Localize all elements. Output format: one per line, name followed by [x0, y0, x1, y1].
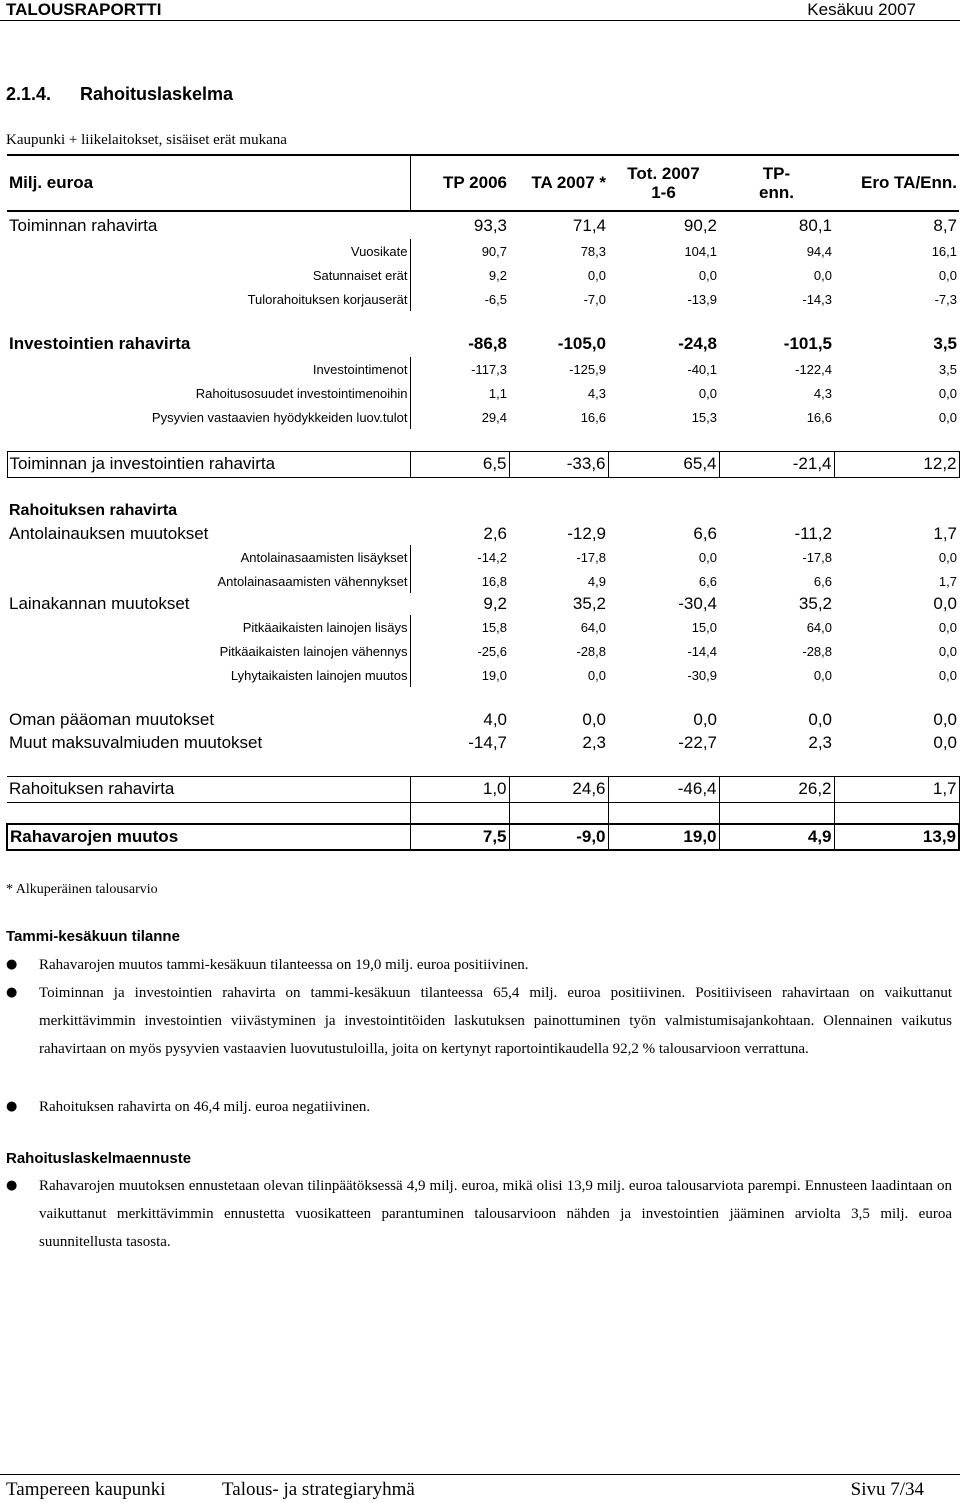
cell-value: 16,1	[931, 243, 957, 259]
spacer-cell	[7, 687, 959, 708]
cell-value: -14,3	[802, 291, 832, 307]
cell-value: -25,6	[477, 643, 507, 659]
cell-value: 0,0	[693, 709, 717, 729]
cell-value: 13,9	[834, 824, 959, 850]
table-row	[7, 239, 959, 263]
cell-value: 12,2	[834, 451, 959, 477]
cell-value: 0,0	[698, 549, 717, 565]
cell-value: 15,8	[481, 619, 507, 635]
header-ta2007: TA 2007 *	[509, 155, 608, 211]
spacer-cell	[7, 429, 959, 451]
cell-value: 15,0	[691, 619, 717, 635]
cell-value: 0,0	[938, 385, 957, 401]
cell-value: -21,4	[719, 451, 834, 477]
row-label: Vuosikate	[7, 239, 410, 263]
cell-value: 0,0	[813, 667, 832, 683]
table-row	[7, 499, 959, 522]
table-row	[7, 405, 959, 429]
cell-value: 0,0	[698, 267, 717, 283]
cell-value: -6,5	[484, 291, 507, 307]
cell-value: 0,0	[938, 667, 957, 683]
spacer-cell	[608, 802, 719, 824]
row-label: Rahoituksen rahavirta	[7, 776, 410, 802]
row-label: Investointien rahavirta	[9, 334, 191, 353]
spacer-cell	[509, 802, 608, 824]
cell-value: -117,3	[471, 361, 507, 377]
cell-value: 6,5	[410, 451, 509, 477]
cell-value: 0,0	[808, 709, 832, 729]
cell-value: 16,6	[580, 409, 606, 425]
list-item	[6, 1093, 952, 1121]
cell-value: 19,0	[608, 824, 719, 850]
spacer-row	[7, 477, 959, 499]
spacer-cell	[719, 802, 834, 824]
cell-value: -12,9	[567, 523, 606, 543]
spacer-cell	[834, 802, 959, 824]
cell-value: -28,8	[576, 643, 606, 659]
cell-value: 90,2	[683, 215, 717, 235]
cell-value: 0,0	[582, 709, 606, 729]
cell-value: -14,7	[468, 732, 507, 752]
cell-value: 2,3	[808, 732, 832, 752]
bullet-icon: ●	[6, 1178, 18, 1193]
row-label: Pysyvien vastaavien hyödykkeiden luov.tulot	[7, 405, 410, 429]
row-label: Toiminnan ja investointien rahavirta	[7, 451, 410, 477]
row-label: Rahavarojen muutos	[7, 824, 410, 850]
spacer-cell	[7, 477, 959, 499]
row-label: Oman pääoman muutokset	[9, 709, 215, 729]
spacer-cell	[410, 802, 509, 824]
header-tp-enn-line1: TP-	[762, 164, 791, 183]
cell-value: 4,9	[587, 573, 606, 589]
spacer-cell	[7, 754, 959, 776]
cell-value: -7,0	[583, 291, 606, 307]
cell-value: 2,6	[483, 523, 507, 543]
cell-value: 0,0	[938, 549, 957, 565]
row-label: Satunnaiset erät	[7, 263, 410, 287]
table-row	[7, 569, 959, 593]
cell-value: 35,2	[798, 594, 832, 613]
spacer-cell	[7, 802, 410, 824]
cell-value: -14,2	[477, 549, 507, 565]
cell-value: 26,2	[719, 776, 834, 802]
cell-value: -13,9	[687, 291, 717, 307]
cell-value: 0,0	[938, 619, 957, 635]
table-row	[7, 708, 959, 731]
cell-value: 6,6	[693, 523, 717, 543]
cell-value: 1,0	[410, 776, 509, 802]
footer-organization: Tampereen kaupunki	[6, 1479, 166, 1500]
cell-value: 0,0	[938, 267, 957, 283]
cell-value: 1,7	[938, 573, 957, 589]
table-row	[7, 451, 959, 477]
header-tot2007-line2: 1-6	[651, 183, 676, 202]
cell-value: 9,2	[483, 594, 507, 613]
cell-value: 80,1	[798, 215, 832, 235]
cell-value: 35,2	[572, 594, 606, 613]
cell-value: 0,0	[813, 267, 832, 283]
cell-value: 0,0	[933, 709, 957, 729]
footnote: * Alkuperäinen talousarvio	[6, 882, 158, 897]
cell-value: 8,7	[933, 215, 957, 235]
cell-value: -14,4	[687, 643, 717, 659]
cell-value: 0,0	[587, 267, 606, 283]
table-row	[7, 824, 959, 850]
cell-value: -122,4	[795, 361, 832, 377]
cell-value: -33,6	[509, 451, 608, 477]
footer-page-number: Sivu 7/34	[850, 1479, 924, 1500]
cell-value: -9,0	[509, 824, 608, 850]
table-row	[7, 663, 959, 687]
cell-value: -86,8	[468, 334, 507, 353]
cell-value: -30,4	[678, 594, 717, 613]
cell-value: 93,3	[473, 215, 507, 235]
cell-value: -24,8	[678, 334, 717, 353]
cell-value: 16,6	[806, 409, 832, 425]
table-header-row	[7, 155, 959, 211]
table-row	[7, 545, 959, 569]
cell-value: -22,7	[678, 732, 717, 752]
header-ero: Ero TA/Enn.	[834, 155, 959, 211]
cell-value: 1,1	[488, 385, 507, 401]
list-item	[6, 979, 952, 1063]
cell-value: 1,7	[933, 523, 957, 543]
bullet-text: Toiminnan ja investointien rahavirta on tammi-kesäkuun tilanteessa 65,4 milj. euroa positiivinen. Positiiviseen rahavirtaan on vaikuttanut merkittävimmin investointien viivästyminen ja investointitöiden laskutuksen painottuminen työn valmistumisajankohtaan. Olennainen vaikutus rahavirtaan on myös pysyvien vastaavien luovutustuloilla, joita on kertynyt raportointikaudella 92,2 % talousarvioon verrattuna.	[39, 985, 952, 1057]
cell-value: 90,7	[481, 243, 507, 259]
table-subtitle: Kaupunki + liikelaitokset, sisäiset erät mukana	[6, 132, 287, 148]
cell-value: -7,3	[934, 291, 957, 307]
bullet-text: Rahoituksen rahavirta on 46,4 milj. euroa negatiivinen.	[39, 1099, 371, 1115]
table-row	[7, 331, 959, 357]
cell-value: 1,7	[834, 776, 959, 802]
table-row	[7, 731, 959, 754]
cell-value: 0,0	[933, 732, 957, 752]
bullet-text: Rahavarojen muutos tammi-kesäkuun tilanteessa on 19,0 milj. euroa positiivinen.	[39, 957, 529, 973]
cell-value: 94,4	[806, 243, 832, 259]
cell-value: 4,3	[587, 385, 606, 401]
cell-value: 71,4	[572, 215, 606, 235]
cell-value: 4,3	[813, 385, 832, 401]
cell-value: 19,0	[481, 667, 507, 683]
row-label: Pitkäaikaisten lainojen vähennys	[7, 639, 410, 663]
table-row	[7, 776, 959, 802]
section-title: Rahoituslaskelma	[80, 84, 234, 104]
table-row	[7, 287, 959, 311]
page-header	[0, 0, 960, 21]
row-label: Toiminnan rahavirta	[9, 215, 158, 235]
header-tot2007	[608, 155, 719, 211]
report-date: Kesäkuu 2007	[807, 0, 916, 19]
footer-unit: Talous- ja strategiaryhmä	[222, 1479, 415, 1500]
cell-value: 104,1	[684, 243, 717, 259]
row-label: Lyhytaikaisten lainojen muutos	[7, 663, 410, 687]
header-tp-enn	[719, 155, 834, 211]
cell-value: 0,0	[938, 409, 957, 425]
cell-value: 78,3	[580, 243, 606, 259]
spacer-row	[7, 802, 959, 824]
cell-value: -101,5	[783, 334, 832, 353]
cell-value: 0,0	[698, 385, 717, 401]
table-row	[7, 357, 959, 381]
table-row	[7, 593, 959, 615]
cell-value: 15,3	[691, 409, 717, 425]
cell-value: 0,0	[933, 594, 957, 613]
header-unit: Milj. euroa	[7, 155, 410, 211]
cell-value: 29,4	[481, 409, 507, 425]
table-row	[7, 639, 959, 663]
cell-value: -125,9	[569, 361, 606, 377]
cell-value: 6,6	[698, 573, 717, 589]
table-row	[7, 522, 959, 545]
cell-value: 3,5	[933, 334, 957, 353]
row-label: Lainakannan muutokset	[9, 594, 190, 613]
cell-value: 0,0	[938, 643, 957, 659]
cell-value: 65,4	[608, 451, 719, 477]
row-label: Antolainauksen muutokset	[9, 523, 209, 543]
table-row	[7, 381, 959, 405]
cell-value: 16,8	[481, 573, 507, 589]
cell-value: -30,9	[687, 667, 717, 683]
cell-value: 64,0	[806, 619, 832, 635]
cell-value: -40,1	[687, 361, 717, 377]
spacer-cell	[7, 311, 959, 331]
cell-value: -11,2	[794, 523, 832, 543]
cash-flow-table	[6, 154, 960, 851]
cell-value: -105,0	[557, 334, 606, 353]
row-label: Muut maksuvalmiuden muutokset	[9, 732, 263, 752]
header-tot2007-line1: Tot. 2007	[627, 164, 700, 183]
spacer-row	[7, 311, 959, 331]
bullet-icon: ●	[6, 957, 18, 972]
cell-value: 9,2	[488, 267, 507, 283]
cell-value: -17,8	[576, 549, 606, 565]
header-tp2006: TP 2006	[410, 155, 509, 211]
cell-value: -28,8	[802, 643, 832, 659]
cell-value: 6,6	[813, 573, 832, 589]
table-row	[7, 263, 959, 287]
row-label: Investointimenot	[7, 357, 410, 381]
cell-value: 2,3	[582, 732, 606, 752]
header-tp-enn-line2: enn.	[759, 183, 794, 202]
row-label: Antolainasaamisten vähennykset	[7, 569, 410, 593]
row-label: Rahoitusosuudet investointimenoihin	[7, 381, 410, 405]
cell-value: 0,0	[587, 667, 606, 683]
cell-value: 4,0	[483, 709, 507, 729]
bullet-text: Rahavarojen muutoksen ennustetaan olevan tilinpäätöksessä 4,9 milj. euroa, mikä olisi 13,9 milj. euroa talousarviota parempi. Ennusteen laadintaan on vaikuttanut merkittävimmin ennustetta vuosikatteen parantuminen talousarvioon nähden ja investointien jääminen arviolta 3,5 milj. euroa suunnitellusta tasosta.	[39, 1178, 952, 1250]
row-label: Antolainasaamisten lisäykset	[7, 545, 410, 569]
spacer-row	[7, 429, 959, 451]
row-label: Tulorahoituksen korjauserät	[7, 287, 410, 311]
spacer-row	[7, 754, 959, 776]
cell-value: 64,0	[580, 619, 606, 635]
cell-value: 24,6	[509, 776, 608, 802]
cell-value: 4,9	[719, 824, 834, 850]
cell-value: 3,5	[938, 361, 957, 377]
row-label: Pitkäaikaisten lainojen lisäys	[7, 615, 410, 639]
heading-tilanne: Tammi-kesäkuun tilanne	[6, 928, 180, 945]
cell-value: 7,5	[410, 824, 509, 850]
report-title: TALOUSRAPORTTI	[6, 0, 162, 19]
table-row	[7, 615, 959, 639]
cell-value: -17,8	[802, 549, 832, 565]
spacer-row	[7, 687, 959, 708]
list-item	[6, 1172, 952, 1256]
cell-value: -46,4	[608, 776, 719, 802]
list-item	[6, 951, 952, 979]
bullet-icon: ●	[6, 1099, 18, 1114]
bullet-icon: ●	[6, 985, 18, 1000]
page-footer	[0, 1474, 960, 1503]
section-number: 2.1.4.	[6, 84, 52, 104]
heading-ennuste: Rahoituslaskelmaennuste	[6, 1150, 192, 1167]
row-label: Rahoituksen rahavirta	[9, 501, 178, 519]
table-row	[7, 211, 959, 239]
